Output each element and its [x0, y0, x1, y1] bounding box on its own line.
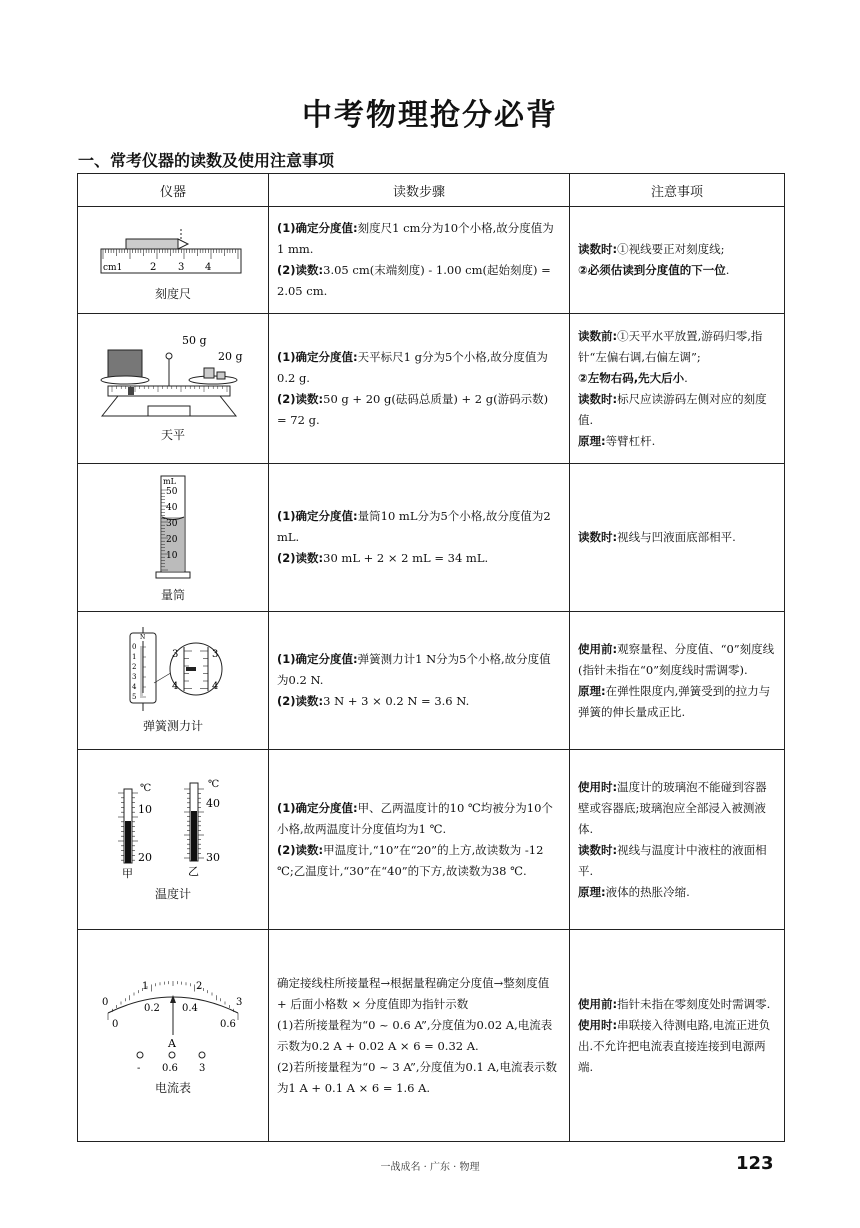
- notes-cell: [570, 612, 785, 750]
- note-text: ①视线要正对刻度线;: [617, 242, 725, 256]
- thermo1-tick-label: 20: [138, 851, 152, 864]
- spring-tick-label: 4: [132, 683, 137, 691]
- note-label: 使用前:: [578, 641, 618, 656]
- spring-tick-label: 5: [132, 693, 137, 701]
- spring-tick-label: 0: [132, 643, 137, 651]
- note-text: 标尺应读游码左侧对应的刻度值.: [578, 391, 767, 427]
- balance-diagram: [98, 334, 248, 422]
- thermometer-cell: [78, 750, 269, 930]
- note-label: 读数时:: [578, 242, 618, 256]
- step-text: 刻度尺1 cm分为10个小格,故分度值为1 mm.: [277, 221, 554, 256]
- spring-unit: N: [140, 634, 146, 641]
- table-row: [78, 464, 785, 612]
- notes-cell: [570, 464, 785, 612]
- step-text: 量筒10 mL分为5个小格,故分度值为2 mL.: [277, 509, 551, 544]
- steps-cell: [269, 464, 570, 612]
- ammeter-cell: [78, 930, 269, 1142]
- balance-cell: [78, 314, 269, 464]
- header-steps: 读数步骤: [269, 174, 570, 207]
- step-label: (2)读数:: [277, 551, 324, 565]
- notes-cell: [570, 930, 785, 1142]
- steps-cell: [269, 207, 570, 314]
- step-label: (1)确定分度值:: [277, 652, 358, 666]
- spring-scale-diagram: [118, 627, 228, 713]
- note-label: 读数时:: [578, 530, 618, 544]
- note-label: 读数时:: [578, 842, 618, 857]
- instrument-name: 电流表: [154, 1081, 191, 1095]
- cylinder-tick-label: 40: [166, 503, 178, 513]
- thermo2-tick-label: 40: [206, 797, 220, 810]
- zoom-tick-label: 4: [172, 681, 179, 692]
- table-row: [78, 612, 785, 750]
- section-heading: 一、常考仪器的读数及使用注意事项: [78, 151, 335, 170]
- step-text: 弹簧测力计1 N分为5个小格,故分度值为0.2 N.: [277, 652, 551, 687]
- header-notes: 注意事项: [570, 174, 785, 207]
- spring-scale-cell: [78, 612, 269, 750]
- ruler-cell: [78, 207, 269, 314]
- step-label: (1)确定分度值:: [277, 800, 358, 815]
- step-text: 3.05 cm(末端刻度) - 1.00 cm(起始刻度) = 2.05 cm.: [277, 263, 551, 298]
- note-label: 原理:: [578, 683, 606, 698]
- cylinder-diagram: [153, 472, 193, 582]
- ruler-tick-label: 3: [178, 261, 185, 273]
- step-text: 甲、乙两温度计的10 ℃均被分为10个小格,故两温度计分度值均为1 ℃.: [277, 800, 553, 836]
- table-header-row: [78, 174, 785, 207]
- ammeter-terminal-label: 0.6: [162, 1063, 178, 1074]
- zoom-tick-label: 3: [212, 649, 219, 660]
- steps-cell: [269, 314, 570, 464]
- note-text: .: [684, 370, 688, 385]
- cylinder-tick-label: 50: [166, 487, 178, 497]
- instrument-name: 天平: [160, 428, 185, 442]
- step-label: (2)读数:: [277, 263, 324, 277]
- thermo-unit: ℃: [208, 779, 220, 790]
- spring-tick-label: 3: [132, 673, 137, 681]
- note-text: 温度计的玻璃泡不能碰到容器壁或容器底;玻璃泡应全部浸入被测液体.: [578, 779, 767, 836]
- notes-cell: [570, 207, 785, 314]
- ruler-tick-label: 2: [150, 261, 157, 273]
- header-instrument: 仪器: [78, 174, 269, 207]
- note-text: ①天平水平放置,游码归零,指针“左偏右调,右偏左调”;: [578, 328, 763, 364]
- note-text: 液体的热胀冷缩.: [605, 884, 690, 899]
- ammeter-lower-label: 0.6: [220, 1019, 236, 1030]
- ruler-tick-label: 4: [205, 261, 212, 273]
- thermometer-diagram: [108, 777, 238, 881]
- step-label: (2)读数:: [277, 391, 324, 406]
- instrument-name: 刻度尺: [154, 286, 191, 301]
- thermo2-name: 乙: [188, 865, 199, 878]
- instrument-name: 弹簧测力计: [142, 719, 203, 733]
- note-text: 在弹性限度内,弹簧受到的拉力与弹簧的伸长量成正比.: [578, 683, 771, 719]
- spring-tick-label: 2: [132, 663, 137, 671]
- step-text: 天平标尺1 g分为5个小格,故分度值为0.2 g.: [277, 349, 548, 385]
- thermo-unit: ℃: [140, 783, 152, 794]
- ammeter-upper-label: 2: [196, 981, 203, 992]
- cylinder-tick-label: 10: [166, 551, 178, 561]
- page-title: 中考物理抢分必背: [302, 98, 558, 133]
- cylinder-unit: mL: [163, 477, 176, 486]
- ammeter-lower-label: 0: [112, 1019, 119, 1030]
- ruler-diagram: [98, 219, 248, 281]
- note-label: 使用时:: [578, 1017, 618, 1032]
- note-label: ②左物右码,先大后小: [578, 370, 685, 385]
- weight-label: 20 g: [218, 350, 243, 363]
- ammeter-upper-label: 3: [236, 997, 243, 1008]
- cylinder-cell: [78, 464, 269, 612]
- zoom-tick-label: 3: [172, 649, 179, 660]
- note-text: 指针未指在零刻度处时需调零.: [617, 996, 771, 1011]
- table-row: [78, 750, 785, 930]
- steps-cell: [269, 930, 570, 1142]
- note-text: .: [725, 263, 730, 277]
- step-label: (2)读数:: [277, 842, 324, 857]
- step-text: 确定接线柱所接量程→根据量程确定分度值→整刻度值 + 后面小格数 × 分度值即为指针示数: [277, 975, 550, 1011]
- cylinder-tick-label: 30: [166, 519, 178, 529]
- spring-tick-label: 1: [132, 653, 137, 661]
- step-label: (1)确定分度值:: [277, 349, 358, 364]
- thermo1-name: 甲: [122, 867, 133, 880]
- note-text: 观察量程、分度值、“0”刻度线(指针未指在“0”刻度线时需调零).: [578, 641, 775, 677]
- note-text: 串联接入待测电路,电流正进负出.不允许把电流表直接连接到电源两端.: [578, 1017, 771, 1074]
- note-label: 原理:: [578, 433, 606, 448]
- thermo1-tick-label: 10: [138, 803, 152, 816]
- step-text: (1)若所接量程为“0 ~ 0.6 A”,分度值为0.02 A,电流表示数为0.2 A + 0.02 A × 6 = 0.32 A.: [277, 1017, 553, 1053]
- thermo2-tick-label: 30: [206, 851, 220, 864]
- ammeter-terminal-label: 3: [199, 1063, 206, 1074]
- step-text: (2)若所接量程为“0 ~ 3 A”,分度值为0.1 A,电流表示数为1 A + 0.1 A × 6 = 1.6 A.: [277, 1059, 557, 1095]
- ammeter-diagram: [98, 975, 248, 1075]
- step-text: 3 N + 3 × 0.2 N = 3.6 N.: [323, 694, 470, 708]
- ruler-tick-label: cm1: [103, 262, 123, 273]
- note-label: 使用时:: [578, 779, 618, 794]
- ammeter-terminal-label: -: [137, 1063, 141, 1074]
- step-text: 甲温度计,“10”在“20”的上方,故读数为 -12 ℃;乙温度计,“30”在“40”的下方,故读数为38 ℃.: [277, 842, 544, 878]
- notes-cell: [570, 750, 785, 930]
- ammeter-upper-label: 0: [102, 997, 109, 1008]
- note-label: 读数时:: [578, 391, 618, 406]
- step-text: 50 g + 20 g(砝码总质量) + 2 g(游码示数) = 72 g.: [277, 391, 549, 427]
- steps-cell: [269, 750, 570, 930]
- table-row: [78, 207, 785, 314]
- note-text: 等臂杠杆.: [605, 433, 656, 448]
- ammeter-lower-label: 0.2: [144, 1003, 160, 1014]
- table-row: [78, 930, 785, 1142]
- instrument-name: 量筒: [160, 588, 185, 602]
- note-text: 视线与凹液面底部相平.: [617, 530, 736, 544]
- note-label: ②必须估读到分度值的下一位: [578, 263, 726, 277]
- table-row: [78, 314, 785, 464]
- weight-label: 50 g: [182, 334, 207, 347]
- step-label: (2)读数:: [277, 694, 324, 708]
- instrument-name: 温度计: [154, 887, 191, 901]
- note-label: 使用前:: [578, 996, 618, 1011]
- step-label: (1)确定分度值:: [277, 509, 358, 523]
- ammeter-symbol: A: [168, 1037, 176, 1050]
- note-text: 视线与温度计中液柱的液面相平.: [578, 842, 767, 878]
- page-number: 123: [736, 1153, 774, 1174]
- cylinder-tick-label: 20: [166, 535, 178, 545]
- ammeter-lower-label: 0.4: [182, 1003, 198, 1014]
- notes-cell: [570, 314, 785, 464]
- note-label: 读数前:: [578, 328, 618, 343]
- instrument-table: [77, 173, 785, 1142]
- step-label: (1)确定分度值:: [277, 221, 358, 235]
- ammeter-upper-label: 1: [142, 981, 149, 992]
- zoom-tick-label: 4: [212, 681, 219, 692]
- step-text: 30 mL + 2 × 2 mL = 34 mL.: [323, 551, 489, 565]
- note-label: 原理:: [578, 884, 606, 899]
- steps-cell: [269, 612, 570, 750]
- footer-text: 一战成名 · 广东 · 物理: [380, 1162, 480, 1173]
